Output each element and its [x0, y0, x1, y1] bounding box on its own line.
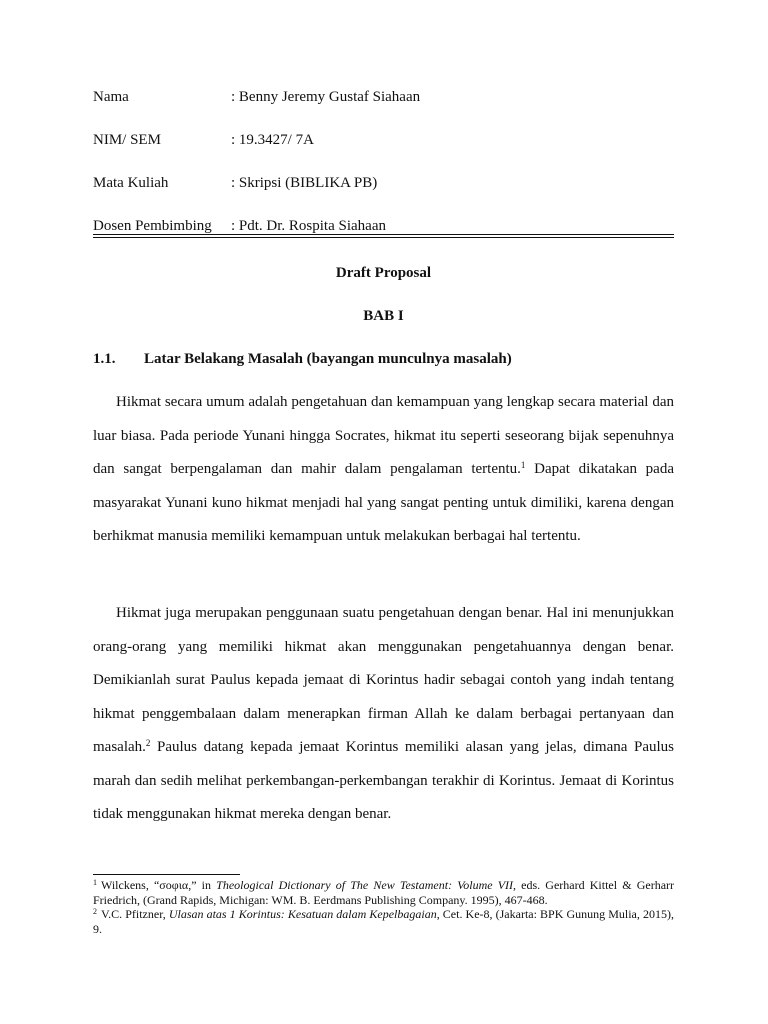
- footnote: [93, 907, 674, 936]
- footnote: [93, 878, 674, 907]
- footnote-separator: [93, 874, 240, 875]
- paragraph-text: Paulus datang kepada jemaat Korintus memiliki alasan yang jelas, dimana Paulus marah dan sedih melihat perkembangan-perkembangan terakhir di Korintus. Jemaat di Korintus tidak menggunakan hikmat mereka dengan benar.: [93, 739, 674, 822]
- footnote-title: Theological Dictionary of The New Testament: Volume VII: [216, 878, 514, 892]
- info-label: Mata Kuliah: [93, 175, 169, 191]
- footnote-text: V.C. Pfitzner,: [101, 907, 169, 921]
- footnote-reference[interactable]: 1: [520, 460, 526, 470]
- document-title: Draft Proposal: [335, 265, 432, 281]
- paragraph-text: Dapat dikatakan pada masyarakat Yunani kuno hikmat menjadi hal yang sangat penting untuk dimiliki, karena dengan berhikmat manusia memiliki kemampuan untuk melakukan berbagai hal tertentu.: [93, 461, 674, 544]
- footnote-text: , Cet. Ke-8, (Jakarta: BPK Gunung Mulia, 2015), 9.: [93, 907, 674, 936]
- body-paragraph: [93, 386, 674, 554]
- info-label: NIM/ SEM: [93, 132, 161, 148]
- footnote-mark: 1: [93, 878, 97, 887]
- footnote-reference[interactable]: 2: [145, 738, 151, 748]
- info-label: Dosen Pembimbing: [93, 218, 212, 234]
- info-value: : Benny Jeremy Gustaf Siahaan: [231, 89, 421, 105]
- info-label: Nama: [93, 89, 129, 105]
- info-value: : Pdt. Dr. Rospita Siahaan: [231, 218, 386, 234]
- info-value: : Skripsi (BIBLIKA PB): [231, 175, 378, 191]
- footnote-text: , eds. Gerhard Kittel & Gerharr Friedrich, (Grand Rapids, Michigan: WM. B. Eerdmans Publishing Company. 1995), 467-468.: [93, 878, 675, 907]
- paragraph-text: Hikmat juga merupakan penggunaan suatu pengetahuan dengan benar. Hal ini menunjukkan orang-orang yang memiliki hikmat akan menggunakan pengetahuannya dengan benar. Demikianlah surat Paulus kepada jemaat di Korintus hadir sebagai contoh yang indah tentang hikmat penggembalaan dalam menerapkan firman Allah ke dalam berbagai pertanyaan dan masalah.: [93, 605, 674, 755]
- footnote-title: Ulasan atas 1 Korintus: Kesatuan dalam Kepelbagaian: [168, 907, 437, 921]
- chapter-heading: BAB I: [363, 308, 404, 324]
- footnote-text: Wilckens, “σοφια,” in: [101, 878, 217, 892]
- body-paragraph: [93, 597, 674, 832]
- header-double-rule: [93, 234, 674, 238]
- paragraph-text: Hikmat secara umum adalah pengetahuan dan kemampuan yang lengkap secara material dan luar biasa. Pada periode Yunani hingga Socrates, hikmat itu seperti seseorang bijak sepenuhnya dan sangat berpengalaman dan mahir dalam pengalaman tertentu.: [93, 394, 674, 477]
- footnote-mark: 2: [93, 907, 97, 916]
- section-number: 1.1.: [93, 351, 116, 367]
- info-value: : 19.3427/ 7A: [231, 132, 314, 148]
- section-title: Latar Belakang Masalah (bayangan munculnya masalah): [144, 351, 512, 367]
